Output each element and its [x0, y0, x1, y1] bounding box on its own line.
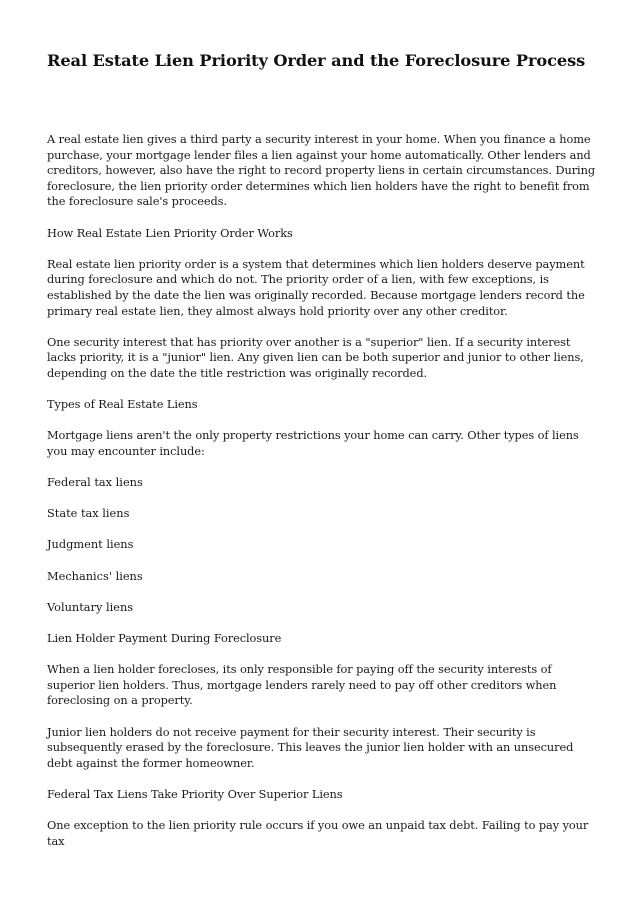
- paragraph: Junior lien holders do not receive payment for their security interest. Their security is subsequently erased by the foreclosure. This leaves the junior lien holder with an unsecured debt against the former homeowner.: [47, 724, 574, 770]
- document-body: [47, 132, 595, 865]
- paragraph: Real estate lien priority order is a system that determines which lien holders deserve payment during foreclosure and which do not. The priority order of a lien, with few exceptions, is established by the date the lien was originally recorded. Because mortgage lenders record the primary real estate lien, they almost always hold priority over any other creditor.: [47, 256, 585, 318]
- page-title: Real Estate Lien Priority Order and the Foreclosure Process: [47, 51, 586, 70]
- list-item: State tax liens: [47, 506, 130, 521]
- list-item: Mechanics' liens: [47, 568, 143, 583]
- paragraph: Mortgage liens aren't the only property restrictions your home can carry. Other types of liens you may encounter include:: [47, 428, 579, 458]
- section-heading-federal-tax: Federal Tax Liens Take Priority Over Superior Liens: [47, 786, 343, 801]
- section-heading-payment: Lien Holder Payment During Foreclosure: [47, 631, 282, 645]
- list-item: Federal tax liens: [47, 475, 143, 490]
- list-item: Judgment liens: [47, 537, 134, 552]
- list-item: Voluntary liens: [47, 599, 134, 614]
- intro-paragraph: A real estate lien gives a third party a security interest in your home. When you finance a home purchase, your mortgage lender files a lien against your home automatically. Other lenders and creditors, however, also have the right to record property liens in certain circumstances. During foreclosure, the lien priority order determines which lien holders have the right to benefit from the foreclosure sale's proceeds.: [47, 132, 596, 209]
- paragraph: When a lien holder forecloses, its only responsible for paying off the security interests of superior lien holders. Thus, mortgage lenders rarely need to pay off other creditors when foreclosing on a property.: [47, 662, 557, 708]
- paragraph: One security interest that has priority over another is a "superior" lien. If a security interest lacks priority, it is a "junior" lien. Any given lien can be both superior and junior to other liens, depending on the date the title restriction was originally recorded.: [47, 334, 584, 380]
- document-page: [47, 50, 596, 848]
- section-heading-lien-types: Types of Real Estate Liens: [47, 397, 198, 412]
- section-heading-priority-order: How Real Estate Lien Priority Order Works: [47, 225, 293, 240]
- paragraph: One exception to the lien priority rule occurs if you owe an unpaid tax debt. Failing to pay your tax: [47, 818, 589, 848]
